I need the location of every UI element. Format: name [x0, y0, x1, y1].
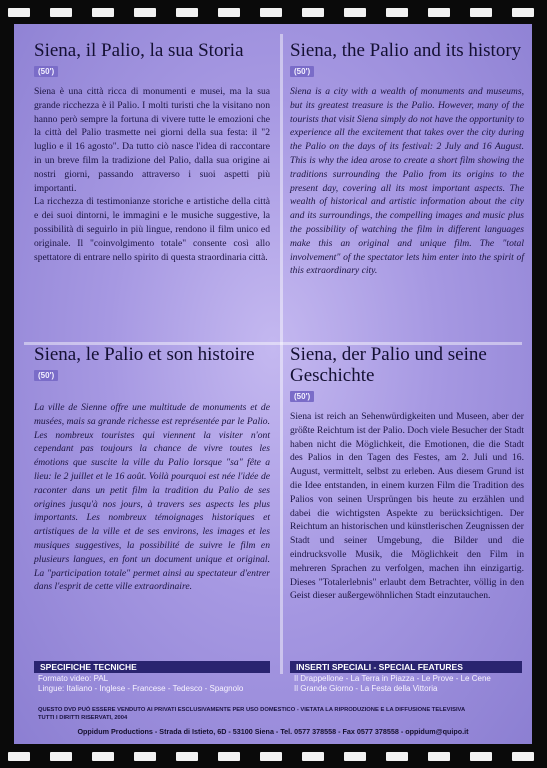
- specs-format: Formato video: PAL: [38, 674, 109, 683]
- perforation: [512, 8, 534, 17]
- section-body: La ville de Sienne offre une multitude de monuments et de musées, mais sa grande richesse est représentée par le Palio. Les nombreux touristes qui viennent la visiter n'ont cependant pas toujours la chance de vivre toutes les émotions que suscite la ville du Palio lorsque "sa" fête a lieu: le 2 juillet et le 16 août. Voilà pourquoi est née l'idée de raconter dans un petit film la tradition du Palio de ses origines jusqu'à nos jours, à travers ses aspects les plus importants. Les nombreux témoignages historiques et artistiques de la ville et de ses environs, les images et les musiques suggestives, la possibilité de suivre le film en plusieurs langues, en font un document unique et original. La "participation totale" permet ainsi au spectateur d'entrer dans l'esprit de cette ville extraordinaire.: [34, 402, 270, 593]
- perforation: [218, 752, 240, 761]
- section-french: [34, 344, 270, 594]
- duration-badge: (50'): [34, 370, 58, 381]
- specs-languages: Lingue: Italiano - Inglese - Francese - Tedesco - Spagnolo: [38, 684, 244, 693]
- legal-line: TUTTI I DIRITTI RISERVATI, 2004: [38, 714, 128, 721]
- section-title: Siena, the Palio and its history: [290, 40, 522, 61]
- perforation: [302, 752, 324, 761]
- perforation: [344, 8, 366, 17]
- special-features-line2: Il Grande Giorno - La Festa della Vittoria: [294, 684, 438, 693]
- perforation: [428, 752, 450, 761]
- section-italian: [34, 40, 270, 264]
- section-title: Siena, il Palio, la sua Storia: [34, 40, 244, 61]
- perforation: [50, 8, 72, 17]
- section-title: Siena, le Palio et son histoire: [34, 344, 255, 365]
- perforation: [386, 752, 408, 761]
- film-strip-bottom: [0, 744, 547, 768]
- perforation: [302, 8, 324, 17]
- duration-badge: (50'): [290, 391, 314, 402]
- dvd-back-cover: [14, 24, 532, 744]
- legal-line: QUESTO DVD PUÒ ESSERE VENDUTO AI PRIVATI ESCLUSIVAMENTE PER USO DOMESTICO - VIETATA LA RIPRODUZIONE E LA DIFFUSIONE TELEVISIVA: [38, 707, 466, 713]
- section-english: [290, 40, 524, 278]
- special-features-header: INSERTI SPECIALI - SPECIAL FEATURES: [290, 661, 522, 673]
- section-title: Siena, der Palio und seine Geschichte: [290, 344, 487, 386]
- section-german: [290, 344, 524, 603]
- perforation: [344, 752, 366, 761]
- perforation: [134, 8, 156, 17]
- perforation: [386, 8, 408, 17]
- perforation: [470, 8, 492, 17]
- film-strip-top: [0, 0, 547, 24]
- perforation: [134, 752, 156, 761]
- perforation: [176, 752, 198, 761]
- perforation: [260, 8, 282, 17]
- perforation: [8, 8, 30, 17]
- perforation: [8, 752, 30, 761]
- perforation: [92, 752, 114, 761]
- specs-header: SPECIFICHE TECNICHE: [34, 661, 270, 673]
- perforation: [176, 8, 198, 17]
- perforation: [260, 752, 282, 761]
- perforation: [470, 752, 492, 761]
- section-body: Siena is a city with a wealth of monuments and museums, but its greatest treasure is the Palio. However, many of the tourists that visit Siena simply do not have the opportunity to experience all the excitement that takes over the city during the Palio on the days of its festival: 2 July and 16 August. This is why the idea arose to create a short film showing the traditions surrounding the Palio from its origins to the present day, covering all its most important aspects. The wealth of historical and artistic information about the city and its surroundings, the compelling images and music plus the possibility of watching the film in different languages make this an original and unique film. The "total involvement" of the spectator lets him enter into the spirit of this extraordinary city.: [290, 86, 524, 277]
- producer-footer: Oppidum Productions - Strada di Istieto, 6D - 53100 Siena - Tel. 0577 378558 - Fax 0577 378558 - oppidum@quipo.it: [77, 727, 469, 736]
- perforation: [50, 752, 72, 761]
- legal-notice: [38, 707, 528, 722]
- perforation: [92, 8, 114, 17]
- section-body-continued: La ricchezza di testimonianze storiche e artistiche della città e dei suoi dintorni, le immagini e le musiche suggestive, la possibilità di seguirlo in più lingue, rendono il film unico ed originale. Il "coinvolgimento totale" consente così allo spettatore di entrare nello spirito di questa straordinaria città.: [34, 196, 270, 263]
- duration-badge: (50'): [290, 66, 314, 77]
- perforation: [512, 752, 534, 761]
- column-divider: [280, 34, 283, 674]
- perforation: [428, 8, 450, 17]
- duration-badge: (50'): [34, 66, 58, 77]
- section-body: Siena è una città ricca di monumenti e musei, ma la sua grande ricchezza è il Palio. I molti turisti che la visitano non hanno però sempre la fortuna di vivere tutte le emozioni che la città del Palio trasmette nei giorni della sua festa: il "2 luglio e il 16 agosto". Da tutto ciò nasce l'idea di raccontare in un breve film la tradizione del Palio, dalla sua origine ai nostri giorni, passando attraverso i suoi aspetti più importanti.: [34, 86, 270, 194]
- special-features-line1: Il Drappellone - La Terra in Piazza - Le Prove - Le Cene: [294, 674, 491, 683]
- section-body: Siena ist reich an Sehenwürdigkeiten und Museen, aber der größte Reichtum ist der Palio. Doch viele Besucher der Stadt haben nicht die Möglichkeit, die Emotionen, die die Stadt des Palios in den Tagen des Festes, am 2. Juli und 16. August, vermittelt, selbst zu erleben. Aus diesem Grund ist die Idee entstanden, in einem kurzen Film die Tradition des Palios von seinen Ursprüngen bis heute zu erzählen und dabei die wichtigsten Aspekte zu berücksichtigen. Der Reichtum an historischen und künstlerischen Zeugnissen der Stadt und seiner Umgebung, die Bilder und die eindrucksvolle Musik, die Möglichkeit den Film in mehreren Sprachen zu verfolgen, machen ihn einzigartig. Dieses "Totalerlebnis" erlaubt dem Betrachter, völlig in den Geist dieser außergewöhnlichen Stadt einzutauchen.: [290, 411, 524, 602]
- perforation: [218, 8, 240, 17]
